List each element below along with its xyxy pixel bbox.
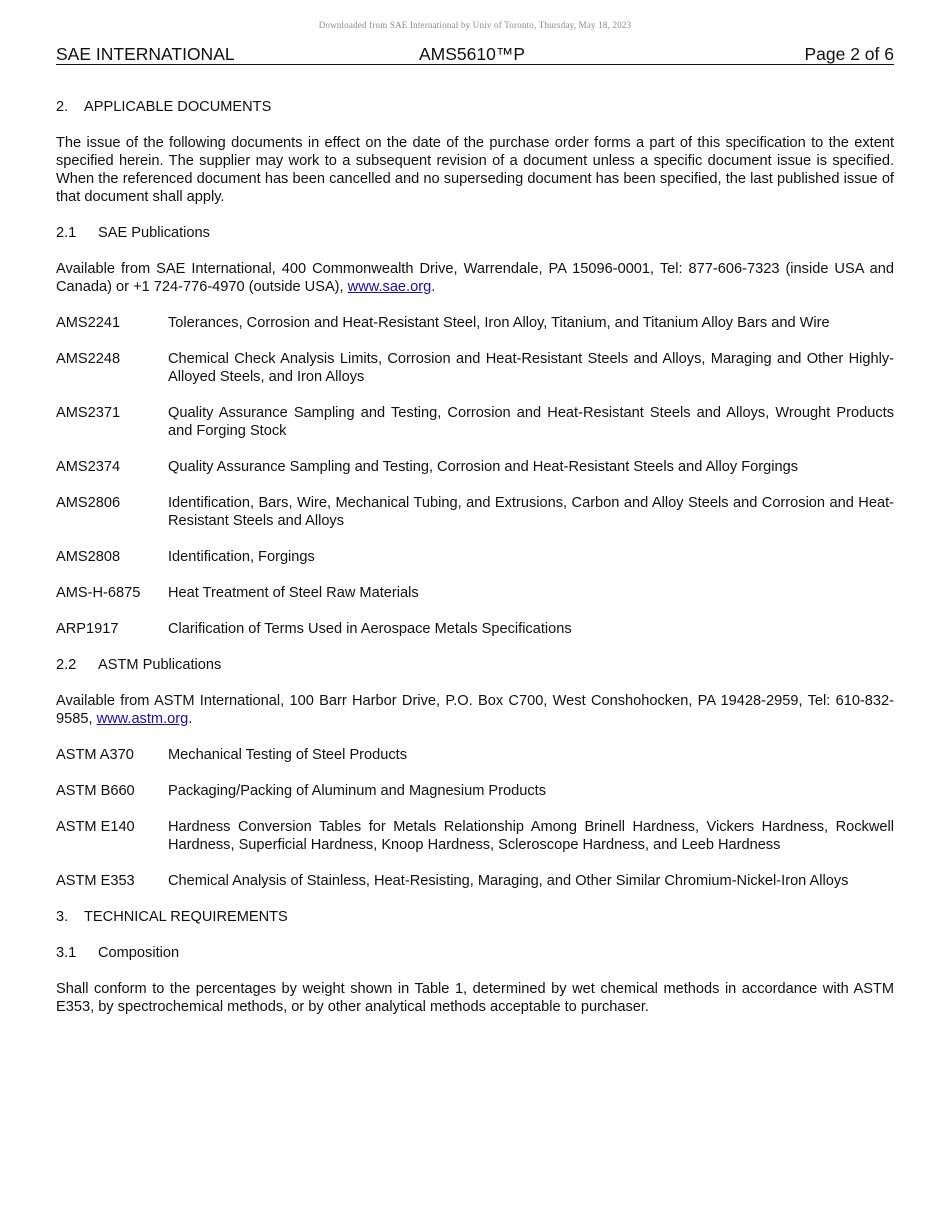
header-document-id: AMS5610™P — [419, 44, 526, 64]
section-2-heading — [56, 98, 894, 116]
reference-item — [56, 782, 894, 800]
reference-code: ASTM B660 — [56, 783, 135, 799]
download-watermark: Downloaded from SAE International by Univ of Toronto, Thursday, May 18, 2023 — [318, 20, 632, 30]
reference-code: AMS2806 — [56, 495, 121, 511]
reference-title: Heat Treatment of Steel Raw Materials — [168, 585, 419, 601]
section-number: 2. — [56, 99, 69, 115]
punctuation: . — [431, 279, 436, 295]
reference-item — [56, 620, 894, 638]
reference-code: AMS2808 — [56, 549, 121, 565]
page-header — [56, 44, 894, 65]
section-number: 3. — [56, 909, 69, 925]
reference-code: AMS2241 — [56, 315, 121, 331]
reference-code: AMS2248 — [56, 351, 121, 367]
reference-title: Identification, Forgings — [168, 549, 315, 565]
reference-title: Hardness Conversion Tables for Metals Relationship Among Brinell Hardness, Vickers Hardness, Rockwell Hardness, Superficial Hardness, Knoop Hardness, Scleroscope Hardness, and Leeb Hardness — [168, 819, 894, 853]
section-2-intro: The issue of the following documents in effect on the date of the purchase order forms a part of this specification to the extent specified herein. The supplier may work to a subsequent revision of a document unless a specific document issue is specified. When the referenced document has been cancelled and no superseding document has been specified, the last published issue of that document shall apply. — [56, 135, 894, 205]
astm-availability — [56, 692, 894, 728]
reference-title: Quality Assurance Sampling and Testing, Corrosion and Heat-Resistant Steels and Alloys, Wrought Products and Forging Stock — [168, 405, 894, 439]
section-number: 3.1 — [56, 945, 77, 961]
reference-item — [56, 548, 894, 566]
reference-title: Chemical Analysis of Stainless, Heat-Resisting, Maraging, and Other Similar Chromium-Nickel-Iron Alloys — [168, 873, 849, 889]
sae-availability — [56, 260, 894, 296]
availability-text: Available from ASTM International, 100 Barr Harbor Drive, P.O. Box C700, West Conshohocken, PA 19428-2959, Tel: 610-832-9585, — [56, 693, 894, 727]
reference-code: ASTM E353 — [56, 873, 135, 889]
astm-website-link[interactable]: www.astm.org — [96, 711, 189, 727]
reference-title: Tolerances, Corrosion and Heat-Resistant Steel, Iron Alloy, Titanium, and Titanium Alloy Bars and Wire — [168, 315, 830, 331]
reference-item — [56, 872, 894, 890]
reference-title: Identification, Bars, Wire, Mechanical Tubing, and Extrusions, Carbon and Alloy Steels and Corrosion and Heat-Resistant Steels and Alloys — [168, 495, 894, 529]
section-2-2-heading — [56, 656, 894, 674]
sae-reference-list — [56, 314, 894, 638]
reference-code: ARP1917 — [56, 621, 119, 637]
reference-code: ASTM A370 — [56, 747, 134, 763]
reference-item — [56, 350, 894, 386]
section-title: ASTM Publications — [98, 657, 222, 673]
reference-item — [56, 746, 894, 764]
reference-code: AMS-H-6875 — [56, 585, 141, 601]
section-number: 2.2 — [56, 657, 77, 673]
availability-text: Available from SAE International, 400 Commonwealth Drive, Warrendale, PA 15096-0001, Tel: 877-606-7323 (inside USA and Canada) or +1 724-776-4970 (outside USA), — [56, 261, 894, 295]
document-body — [56, 98, 894, 1034]
reference-item — [56, 818, 894, 854]
reference-item — [56, 314, 894, 332]
reference-item — [56, 404, 894, 440]
reference-title: Mechanical Testing of Steel Products — [168, 747, 408, 763]
astm-reference-list — [56, 746, 894, 890]
reference-item — [56, 584, 894, 602]
section-3-heading — [56, 908, 894, 926]
reference-title: Clarification of Terms Used in Aerospace Metals Specifications — [168, 621, 572, 637]
section-3-1-heading — [56, 944, 894, 962]
reference-item — [56, 494, 894, 530]
reference-code: AMS2374 — [56, 459, 121, 475]
section-title: Composition — [98, 945, 180, 961]
section-title: TECHNICAL REQUIREMENTS — [84, 909, 288, 925]
punctuation: . — [188, 711, 193, 727]
section-title: APPLICABLE DOCUMENTS — [84, 99, 272, 115]
composition-text: Shall conform to the percentages by weight shown in Table 1, determined by wet chemical methods in accordance with ASTM E353, by spectrochemical methods, or by other analytical methods acceptable to purchaser. — [56, 981, 894, 1015]
reference-code: ASTM E140 — [56, 819, 135, 835]
reference-title: Quality Assurance Sampling and Testing, Corrosion and Heat-Resistant Steels and Alloy Forgings — [168, 459, 799, 475]
header-page-number: Page 2 of 6 — [804, 44, 894, 64]
reference-code: AMS2371 — [56, 405, 121, 421]
reference-title: Chemical Check Analysis Limits, Corrosion and Heat-Resistant Steels and Alloys, Maraging and Other Highly-Alloyed Steels, and Iron Alloys — [168, 351, 894, 385]
reference-item — [56, 458, 894, 476]
section-title: SAE Publications — [98, 225, 210, 241]
section-2-1-heading — [56, 224, 894, 242]
section-number: 2.1 — [56, 225, 77, 241]
header-organization: SAE INTERNATIONAL — [56, 44, 235, 64]
sae-website-link[interactable]: www.sae.org — [347, 279, 432, 295]
reference-title: Packaging/Packing of Aluminum and Magnesium Products — [168, 783, 547, 799]
